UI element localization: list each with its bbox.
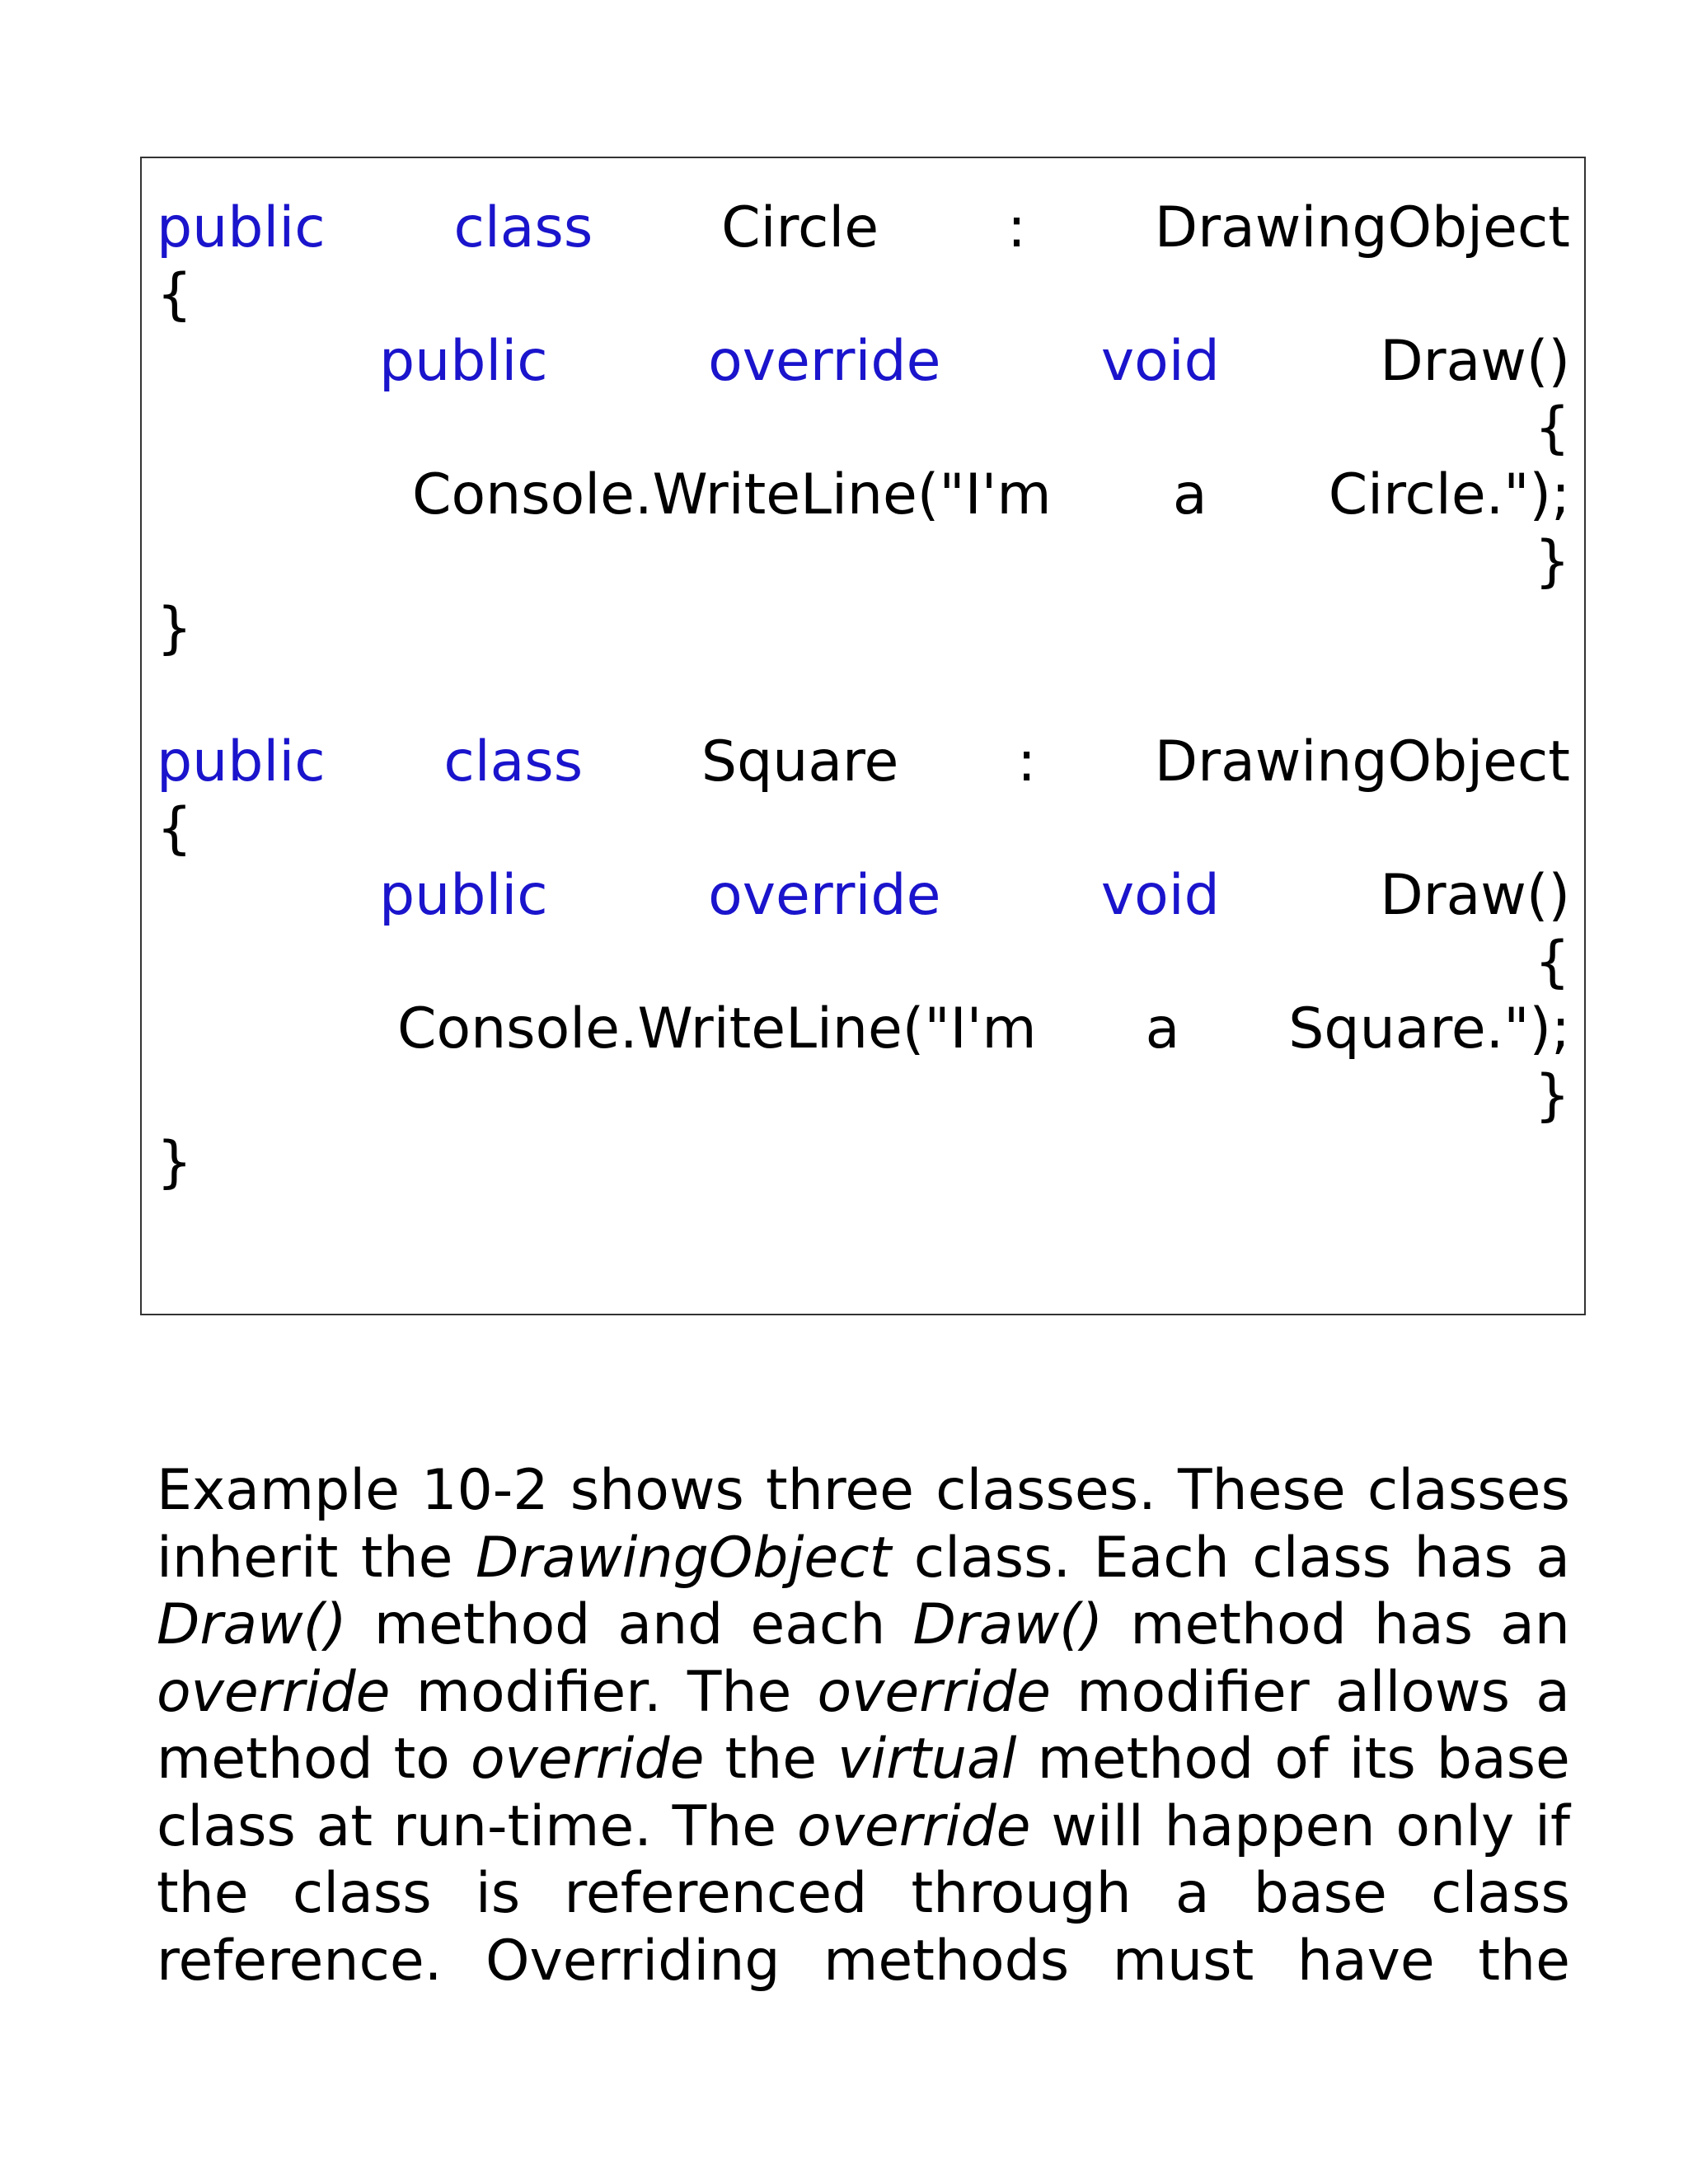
paragraph-word: Each (1093, 1525, 1230, 1591)
italic-term: DrawingObject (476, 1525, 892, 1591)
circle-method-open-brace: { (1534, 396, 1570, 461)
paragraph-word: The (687, 1659, 792, 1725)
paragraph-line (157, 1525, 1570, 1592)
paragraph-word: the (157, 1861, 249, 1926)
keyword-public: public (379, 329, 548, 394)
paragraph-word: have (1296, 1928, 1435, 1994)
paragraph-word: Overriding (485, 1928, 781, 1994)
method-name: Draw() (1380, 863, 1570, 928)
keyword-override: override (708, 329, 941, 394)
paragraph-word: the (724, 1727, 818, 1792)
paragraph-line (157, 1860, 1570, 1928)
paragraph-word: to (393, 1727, 450, 1792)
paragraph-word: has (1373, 1592, 1474, 1657)
paragraph-word: base (1436, 1727, 1570, 1792)
paragraph-word: class (1431, 1861, 1570, 1926)
paragraph-word: referenced (564, 1861, 868, 1926)
paragraph-line (157, 1457, 1570, 1525)
paragraph-word: reference. (157, 1928, 443, 1994)
paragraph-word: Example (157, 1458, 401, 1523)
keyword-void: void (1100, 863, 1220, 928)
string-word: Square."); (1288, 996, 1570, 1062)
base-class-name: DrawingObject (1154, 729, 1570, 794)
keyword-public: public (157, 729, 326, 794)
paragraph-word: a (1175, 1861, 1210, 1926)
circle-method-body (157, 462, 1570, 529)
italic-term: virtual (837, 1727, 1017, 1792)
paragraph-word: the (1478, 1928, 1570, 1994)
class-name: Circle (721, 195, 879, 260)
paragraph-word: of (1274, 1727, 1329, 1792)
square-method-open-brace: { (1534, 930, 1570, 995)
paragraph-word: modifier. (415, 1659, 662, 1725)
inheritance-colon: : (1006, 195, 1026, 260)
circle-close-brace: } (157, 596, 193, 661)
square-close-brace: } (157, 1130, 193, 1195)
paragraph-word: run-time. (392, 1793, 652, 1859)
paragraph-word: class. (913, 1525, 1071, 1591)
string-word: a (1145, 996, 1180, 1062)
italic-term: override (817, 1659, 1051, 1725)
paragraph-word: its (1348, 1727, 1416, 1792)
circle-method-close-brace: } (1534, 529, 1570, 594)
base-class-name: DrawingObject (1154, 195, 1570, 260)
paragraph-word: allows (1334, 1659, 1511, 1725)
paragraph-word: class (157, 1793, 296, 1859)
string-word: Circle."); (1328, 462, 1570, 527)
paragraph-word: the (360, 1525, 453, 1591)
keyword-void: void (1100, 329, 1220, 394)
paragraph-word: happen (1164, 1793, 1376, 1859)
paragraph-word: modifier (1076, 1659, 1310, 1725)
italic-term: override (470, 1727, 705, 1792)
square-method-body (157, 996, 1570, 1063)
paragraph-word: classes (1367, 1458, 1570, 1523)
circle-draw-method-signature (157, 328, 1570, 396)
paragraph-word: 10-2 (421, 1458, 549, 1523)
keyword-class: class (453, 195, 593, 260)
square-open-brace: { (157, 796, 193, 861)
paragraph-line (157, 1726, 1570, 1793)
paragraph-word: shows (570, 1458, 744, 1523)
paragraph-word: each (750, 1592, 886, 1657)
square-class-declaration (157, 729, 1570, 796)
paragraph-line (157, 1793, 1570, 1861)
paragraph-word: through (911, 1861, 1132, 1926)
paragraph-word: class (292, 1861, 432, 1926)
paragraph-word: only (1395, 1793, 1515, 1859)
paragraph-word: three (766, 1458, 914, 1523)
paragraph-word: a (1536, 1659, 1570, 1725)
paragraph-word: is (475, 1861, 521, 1926)
paragraph-word: method (373, 1592, 591, 1657)
paragraph-line (157, 1591, 1570, 1659)
paragraph-word: will (1051, 1793, 1144, 1859)
body-paragraph (157, 1457, 1570, 1994)
console-call: Console.WriteLine("I'm (397, 996, 1037, 1062)
paragraph-word: must (1112, 1928, 1254, 1994)
square-draw-method-signature (157, 862, 1570, 930)
paragraph-word: The (672, 1793, 777, 1859)
keyword-public: public (157, 195, 326, 260)
paragraph-word: a (1536, 1525, 1570, 1591)
italic-term: Draw() (157, 1592, 347, 1657)
paragraph-word: classes. (935, 1458, 1156, 1523)
square-method-close-brace: } (1534, 1063, 1570, 1128)
string-word: a (1172, 462, 1207, 527)
circle-open-brace: { (157, 262, 193, 327)
keyword-public: public (379, 863, 548, 928)
paragraph-word: method (1130, 1592, 1347, 1657)
paragraph-word: methods (823, 1928, 1070, 1994)
paragraph-word: and (617, 1592, 724, 1657)
inheritance-colon: : (1017, 729, 1036, 794)
paragraph-word: at (316, 1793, 373, 1859)
paragraph-line (157, 1928, 1570, 1995)
paragraph-word: an (1500, 1592, 1570, 1657)
circle-class-declaration (157, 194, 1570, 262)
class-name: Square (701, 729, 899, 794)
keyword-override: override (708, 863, 941, 928)
italic-term: override (157, 1659, 391, 1725)
method-name: Draw() (1380, 329, 1570, 394)
paragraph-word: method (157, 1727, 373, 1792)
console-call: Console.WriteLine("I'm (412, 462, 1052, 527)
italic-term: override (797, 1793, 1031, 1859)
paragraph-word: These (1177, 1458, 1346, 1523)
paragraph-word: inherit (157, 1525, 339, 1591)
paragraph-word: base (1253, 1861, 1387, 1926)
italic-term: Draw() (912, 1592, 1104, 1657)
paragraph-word: method (1037, 1727, 1254, 1792)
paragraph-word: class (1252, 1525, 1392, 1591)
paragraph-word: if (1535, 1793, 1570, 1859)
paragraph-word: has (1414, 1525, 1513, 1591)
keyword-class: class (443, 729, 584, 794)
paragraph-line (157, 1659, 1570, 1727)
